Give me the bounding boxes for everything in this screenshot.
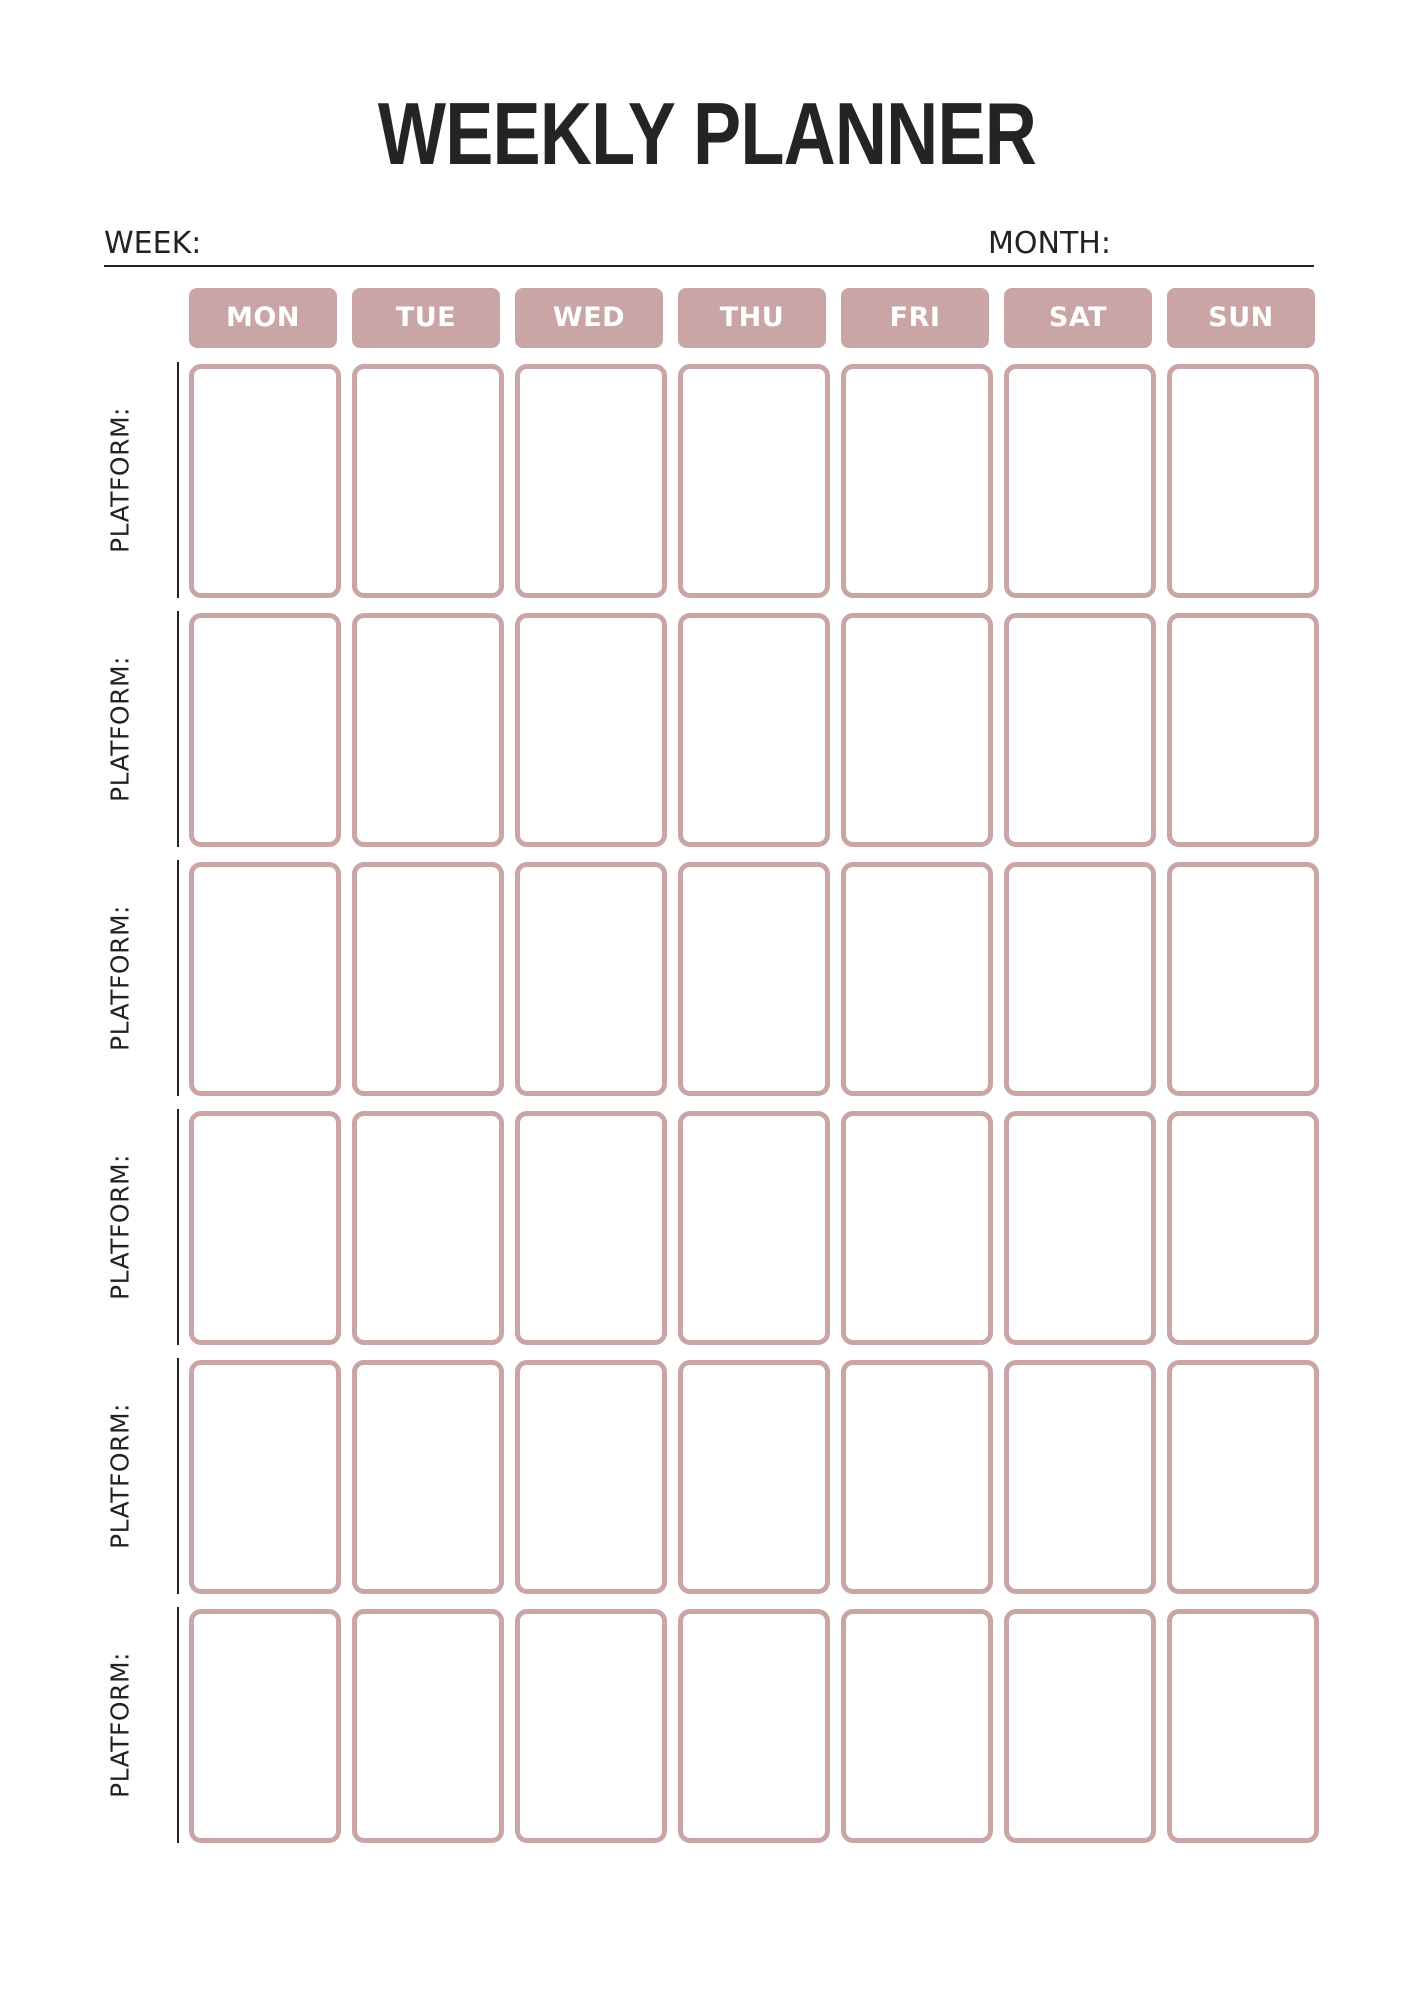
planner-cell-sat[interactable] [1004,862,1156,1096]
planner-cell-fri[interactable] [841,862,993,1096]
row-divider-line [177,860,179,1096]
platform-label: PLATFORM: [105,1154,135,1300]
row-divider-line [177,1607,179,1843]
planner-cell-sun[interactable] [1167,1360,1319,1594]
planner-cell-sun[interactable] [1167,1609,1319,1843]
planner-cell-mon[interactable] [189,1111,341,1345]
planner-cell-tue[interactable] [352,1360,504,1594]
day-header-thu: THU [678,288,826,348]
planner-cell-thu[interactable] [678,1609,830,1843]
day-header-sun: SUN [1167,288,1315,348]
planner-cell-sat[interactable] [1004,1609,1156,1843]
planner-cell-wed[interactable] [515,1360,667,1594]
platform-row [0,1109,1414,1345]
planner-cell-mon[interactable] [189,364,341,598]
day-header-fri: FRI [841,288,989,348]
planner-cell-sat[interactable] [1004,613,1156,847]
platform-row [0,1607,1414,1843]
planner-cell-thu[interactable] [678,1360,830,1594]
page-title: WEEKLY PLANNER [377,84,1037,183]
platform-label: PLATFORM: [105,1403,135,1549]
planner-cell-wed[interactable] [515,364,667,598]
planner-cell-sat[interactable] [1004,1360,1156,1594]
planner-cell-sun[interactable] [1167,1111,1319,1345]
planner-cell-thu[interactable] [678,613,830,847]
planner-cell-sun[interactable] [1167,862,1319,1096]
platform-label: PLATFORM: [105,407,135,553]
planner-cell-fri[interactable] [841,1609,993,1843]
planner-cell-sat[interactable] [1004,364,1156,598]
planner-cell-tue[interactable] [352,613,504,847]
planner-cell-wed[interactable] [515,613,667,847]
planner-cell-mon[interactable] [189,613,341,847]
day-header-wed: WED [515,288,663,348]
planner-cell-tue[interactable] [352,1111,504,1345]
platform-label: PLATFORM: [105,656,135,802]
week-field-label: WEEK: [104,226,202,261]
row-divider-line [177,362,179,598]
platform-row [0,611,1414,847]
planner-cell-fri[interactable] [841,1111,993,1345]
planner-cell-mon[interactable] [189,1360,341,1594]
planner-cell-sat[interactable] [1004,1111,1156,1345]
planner-cell-fri[interactable] [841,1360,993,1594]
planner-cell-fri[interactable] [841,364,993,598]
planner-cell-thu[interactable] [678,1111,830,1345]
planner-cell-tue[interactable] [352,1609,504,1843]
platform-row [0,860,1414,1096]
platform-row [0,362,1414,598]
week-month-underline [104,265,1314,267]
planner-cell-tue[interactable] [352,862,504,1096]
planner-cell-mon[interactable] [189,1609,341,1843]
row-divider-line [177,1358,179,1594]
day-header-tue: TUE [352,288,500,348]
day-header-sat: SAT [1004,288,1152,348]
planner-cell-fri[interactable] [841,613,993,847]
month-field-label: MONTH: [988,226,1111,261]
planner-cell-thu[interactable] [678,862,830,1096]
platform-row [0,1358,1414,1594]
planner-cell-sun[interactable] [1167,364,1319,598]
row-divider-line [177,1109,179,1345]
planner-cell-wed[interactable] [515,1111,667,1345]
platform-label: PLATFORM: [105,905,135,1051]
planner-cell-sun[interactable] [1167,613,1319,847]
platform-label: PLATFORM: [105,1652,135,1798]
planner-cell-thu[interactable] [678,364,830,598]
day-header-mon: MON [189,288,337,348]
planner-cell-tue[interactable] [352,364,504,598]
row-divider-line [177,611,179,847]
planner-cell-mon[interactable] [189,862,341,1096]
planner-cell-wed[interactable] [515,1609,667,1843]
planner-cell-wed[interactable] [515,862,667,1096]
